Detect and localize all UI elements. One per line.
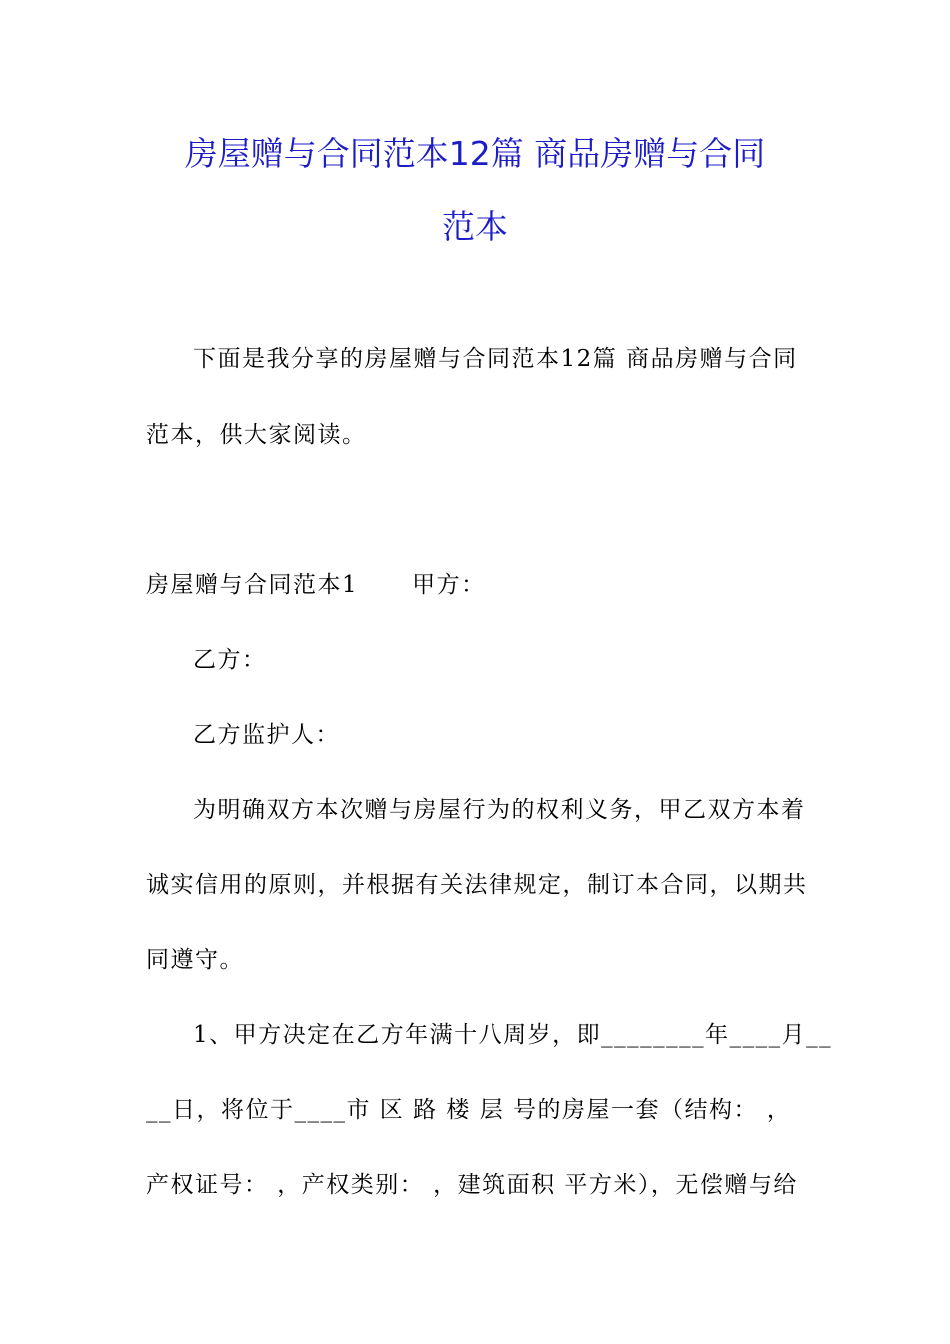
party-a-label: 甲方： (412, 572, 486, 598)
guardian-label: 乙方监护人： (193, 722, 340, 748)
document-title-line-1: 房屋赠与合同范本12篇 商品房赠与合同 (184, 134, 766, 173)
preamble-line-2: 诚实信用的原则，并根据有关法律规定，制订本合同，以期共 (146, 872, 808, 898)
contract-heading-row (146, 574, 486, 597)
clause-1-line-1: 1、甲方决定在乙方年满十八周岁，即________年____月__ (193, 1022, 833, 1048)
intro-line-2: 范本，供大家阅读。 (146, 422, 367, 448)
intro-line-1: 下面是我分享的房屋赠与合同范本12篇 商品房赠与合同 (193, 346, 798, 372)
contract-heading: 房屋赠与合同范本1 (146, 572, 359, 598)
party-b-label: 乙方： (193, 647, 267, 673)
preamble-line-3: 同遵守。 (146, 947, 244, 973)
clause-1-line-3: 产权证号： ，产权类别： ，建筑面积 平方米），无偿赠与给 (146, 1172, 798, 1198)
preamble-line-1: 为明确双方本次赠与房屋行为的权利义务，甲乙双方本着 (193, 797, 806, 823)
clause-1-line-2: __日，将位于____市 区 路 楼 层 号的房屋一套（结构： ， (146, 1097, 792, 1123)
document-title-line-2: 范本 (442, 207, 508, 246)
